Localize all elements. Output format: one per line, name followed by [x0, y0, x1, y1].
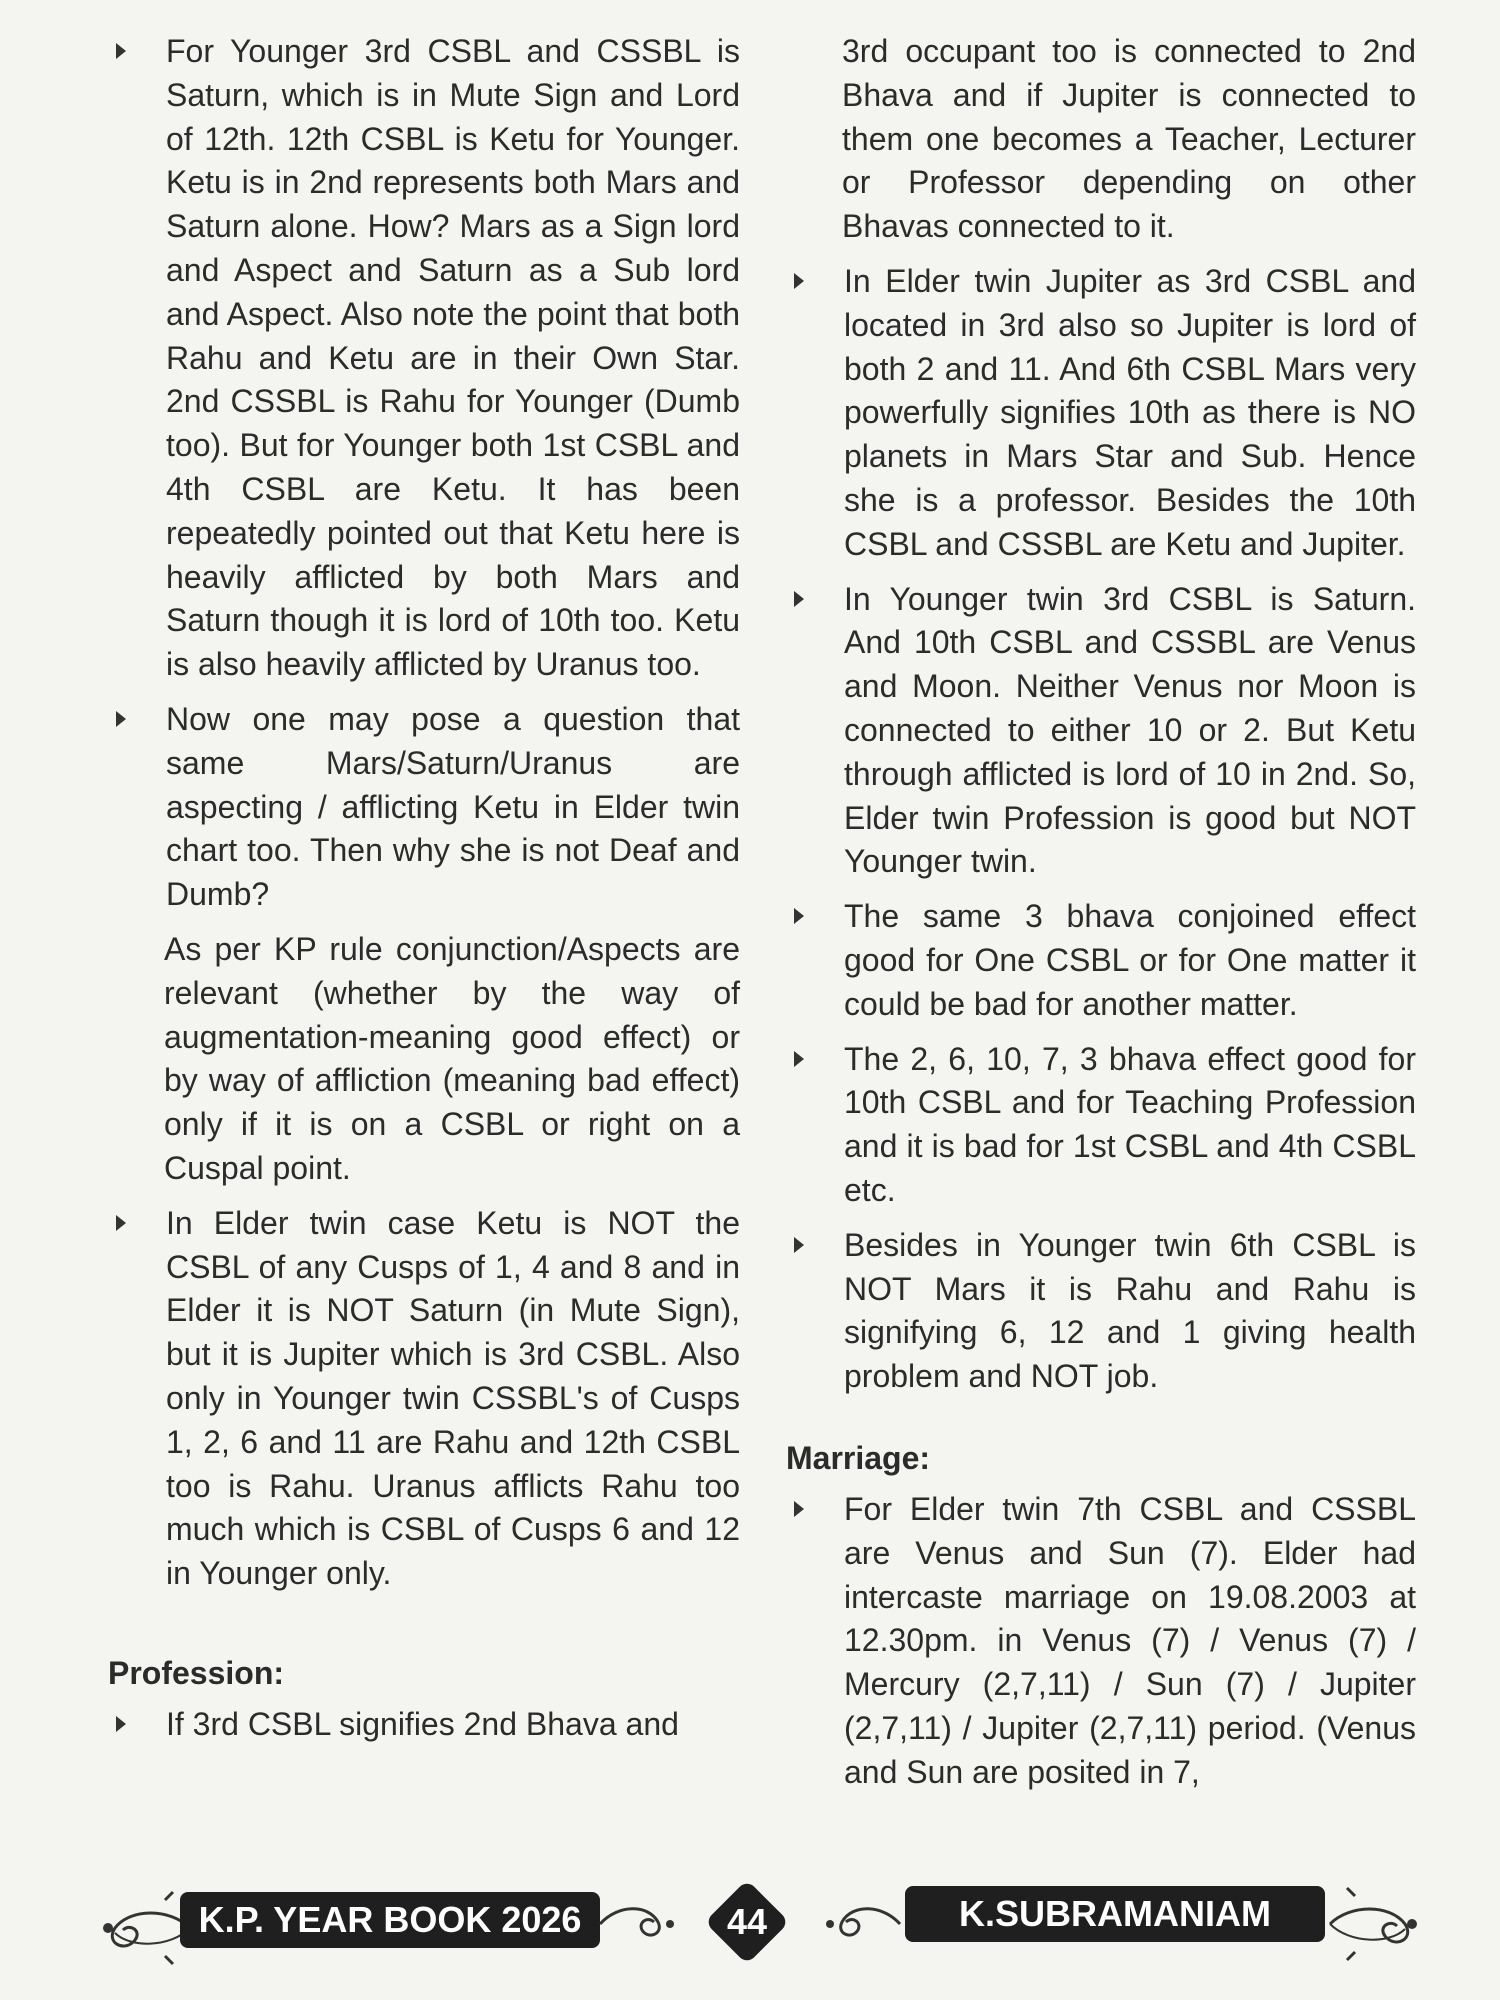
bullet-arrow-icon [116, 43, 126, 59]
author-name: K.SUBRAMANIAM [959, 1893, 1271, 1934]
center-right-flourish-icon [812, 1894, 902, 1954]
bullet-arrow-icon [794, 591, 804, 607]
paragraph: In Younger twin 3rd CSBL is Saturn. And 10th CSBL and CSSBL are Venus and Moon. Neither Venus nor Moon is connected to either 10 or 2. But Ketu through afflicted is lord of 10 in 2nd. So, Elder twin Profession is good but NOT Younger twin. [786, 578, 1416, 885]
section-heading-marriage: Marriage: [786, 1439, 931, 1476]
left-column [108, 30, 740, 1758]
bullet-arrow-icon [794, 1237, 804, 1253]
paragraph: The same 3 bhava conjoined effect good for One CSBL or for One matter it could be bad for another matter. [786, 895, 1416, 1026]
bullet-arrow-icon [794, 908, 804, 924]
paragraph: In Elder twin case Ketu is NOT the CSBL of any Cusps of 1, 4 and 8 and in Elder it is NOT Saturn (in Mute Sign), but it is Jupiter which is 3rd CSBL. Also only in Younger twin CSSBL's of Cusps 1, 2, 6 and 11 are Rahu and 12th CSBL too is Rahu. Uranus afflicts Rahu too much which is CSBL of Cusps 6 and 12 in Younger only. [108, 1202, 740, 1596]
paragraph: For Younger 3rd CSBL and CSSBL is Saturn, which is in Mute Sign and Lord of 12th. 12th CSBL is Ketu for Younger. Ketu is in 2nd represents both Mars and Saturn alone. How? Mars as a Sign lord and Aspect and Saturn as a Sub lord and Aspect. Also note the point that both Rahu and Ketu are in their Own Star. 2nd CSSBL is Rahu for Younger (Dumb too). But for Younger both 1st CSBL and 4th CSBL are Ketu. It has been repeatedly pointed out that Ketu here is heavily afflicted by both Mars and Saturn though it is lord of 10th too. Ketu is also heavily afflicted by Uranus too. [108, 30, 740, 687]
author-banner [905, 1886, 1325, 1942]
book-title: K.P. YEAR BOOK 2026 [198, 1899, 582, 1940]
book-title-banner [180, 1892, 600, 1948]
page-number: 44 [726, 1901, 768, 1942]
bullet-arrow-icon [794, 1051, 804, 1067]
paragraph: As per KP rule conjunction/Aspects are relevant (whether by the way of augmentation-meaning good effect) or by way of affliction (meaning bad effect) only if it is on a CSBL or right on a Cuspal point. [164, 930, 740, 1186]
paragraph: 3rd occupant too is connected to 2nd Bhava and if Jupiter is connected to them one becomes a Teacher, Lecturer or Professor depending on other Bhavas connected to it. [842, 33, 1416, 245]
bullet-arrow-icon [794, 273, 804, 289]
paragraph: For Elder twin 7th CSBL and CSSBL are Venus and Sun (7). Elder had intercaste marriage on 19.08.2003 at 12.30pm. in Venus (7) / Venus (7) / Mercury (2,7,11) / Sun (7) / Jupiter (2,7,11) / Jupiter (2,7,11) period. (Venus and Sun are posited in 7, [786, 1488, 1416, 1795]
section-heading-profession: Profession: [108, 1654, 285, 1691]
paragraph: In Elder twin Jupiter as 3rd CSBL and located in 3rd also so Jupiter is lord of both 2 and 11. And 6th CSBL Mars very powerfully signifies 10th as there is NO planets in Mars Star and Sub. Hence she is a professor. Besides the 10th CSBL and CSSBL are Ketu and Jupiter. [786, 260, 1416, 567]
paragraph: If 3rd CSBL signifies 2nd Bhava and [108, 1703, 740, 1747]
right-column [786, 30, 1416, 1805]
paragraph: Now one may pose a question that same Mars/Saturn/Uranus are aspecting / afflicting Ketu in Elder twin chart too. Then why she is not Deaf and Dumb? [108, 698, 740, 917]
bullet-arrow-icon [116, 711, 126, 727]
bullet-arrow-icon [116, 1215, 126, 1231]
bullet-arrow-icon [116, 1716, 126, 1732]
paragraph: The 2, 6, 10, 7, 3 bhava effect good for 10th CSBL and for Teaching Profession and it is bad for 1st CSBL and 4th CSBL etc. [786, 1038, 1416, 1213]
page-footer [0, 1880, 1500, 1980]
paragraph: Besides in Younger twin 6th CSBL is NOT Mars it is Rahu and Rahu is signifying 6, 12 and 1 giving health problem and NOT job. [786, 1224, 1416, 1399]
center-left-flourish-icon [598, 1894, 688, 1954]
bullet-arrow-icon [794, 1501, 804, 1517]
right-flourish-icon [1320, 1884, 1430, 1964]
